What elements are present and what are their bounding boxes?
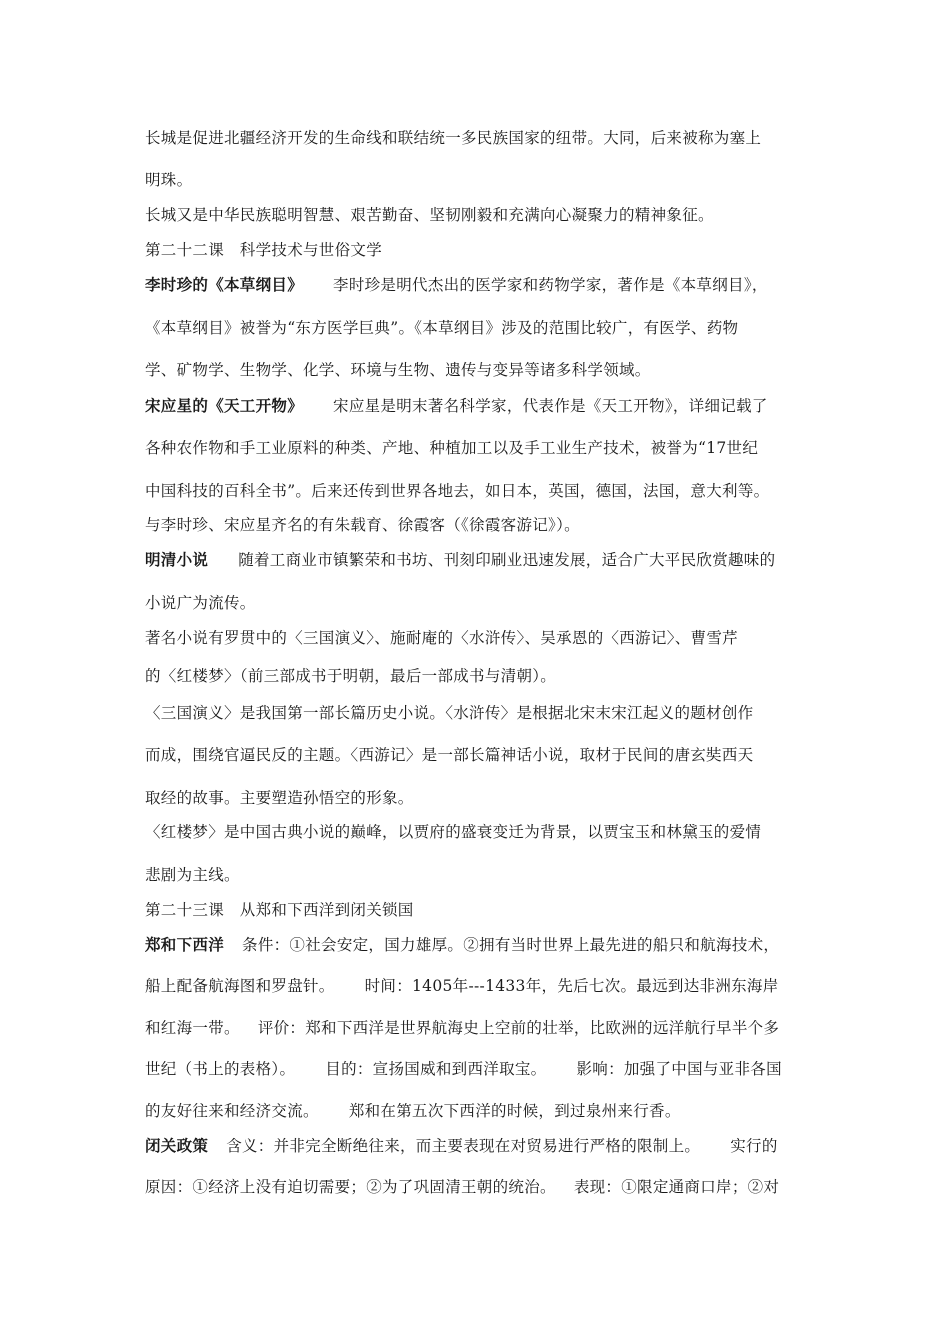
lesson-heading: 第二十二课 科学技术与世俗文学 bbox=[145, 241, 383, 259]
paragraph-line: 的〈红楼梦〉（前三部成书于明朝，最后一部成书与清朝）。 bbox=[145, 667, 557, 685]
topic-heading: 李时珍的《本草纲目》 bbox=[145, 276, 304, 294]
lesson-heading: 第二十三课 从郑和下西洋到闭关锁国 bbox=[145, 901, 414, 919]
topic-heading: 郑和下西洋 bbox=[145, 936, 225, 954]
paragraph-line: 各种农作物和手工业原料的种类、产地、种植加工以及手工业生产技术，被誉为“17世纪 bbox=[145, 439, 759, 457]
paragraph-line: 学、矿物学、生物学、化学、环境与生物、遗传与变异等诸多科学领域。 bbox=[145, 361, 651, 379]
paragraph-line: 取经的故事。主要塑造孙悟空的形象。 bbox=[145, 789, 414, 807]
paragraph-line: 李时珍的《本草纲目》 李时珍是明代杰出的医学家和药物学家，著作是《本草纲目》， bbox=[145, 276, 768, 294]
topic-heading: 宋应星的《天工开物》 bbox=[145, 397, 304, 415]
paragraph-line: 明清小说 随着工商业市镇繁荣和书坊、刊刻印刷业迅速发展，适合广大平民欣赏趣味的 bbox=[145, 551, 776, 569]
paragraph-line: 原因：①经济上没有迫切需要；②为了巩固清王朝的统治。 表现：①限定通商口岸；②对 bbox=[145, 1178, 780, 1196]
paragraph-line: 著名小说有罗贯中的〈三国演义〉、施耐庵的〈水浒传〉、吴承恩的〈西游记〉、曹雪芹 bbox=[145, 629, 738, 647]
paragraph-line: 小说广为流传。 bbox=[145, 594, 256, 612]
paragraph-line: 长城是促进北疆经济开发的生命线和联结统一多民族国家的纽带。大同，后来被称为塞上 bbox=[145, 129, 762, 147]
paragraph-line: 而成，围绕官逼民反的主题。〈西游记〉是一部长篇神话小说，取材于民间的唐玄奘西天 bbox=[145, 746, 754, 764]
paragraph-line: 和红海一带。 评价：郑和下西洋是世界航海史上空前的壮举，比欧洲的远洋航行早半个多 bbox=[145, 1019, 780, 1037]
paragraph-line: 的友好往来和经济交流。 郑和在第五次下西洋的时候，到过泉州来行香。 bbox=[145, 1102, 681, 1120]
paragraph-line: 与李时珍、宋应星齐名的有朱载育、徐霞客（《徐霞客游记》）。 bbox=[145, 516, 580, 534]
paragraph-line: 宋应星的《天工开物》 宋应星是明末著名科学家，代表作是《天工开物》，详细记载了 bbox=[145, 397, 768, 415]
paragraph-line: 闭关政策 含义：并非完全断绝往来，而主要表现在对贸易进行严格的限制上。 实行的 bbox=[145, 1137, 778, 1155]
paragraph-line: 中国科技的百科全书”。后来还传到世界各地去，如日本，英国，德国，法国，意大利等。 bbox=[145, 482, 770, 500]
paragraph-line: 《本草纲目》被誉为“东方医学巨典”。《本草纲目》涉及的范围比较广，有医学、药物 bbox=[145, 319, 739, 337]
paragraph-line: 船上配备航海图和罗盘针。 时间：1405年---1433年，先后七次。最远到达非洲东海岸 bbox=[145, 977, 779, 995]
topic-heading: 明清小说 bbox=[145, 551, 209, 569]
topic-heading: 闭关政策 bbox=[145, 1137, 209, 1155]
paragraph-line: 〈红楼梦〉是中国古典小说的巅峰，以贾府的盛衰变迁为背景，以贾宝玉和林黛玉的爱情 bbox=[145, 823, 762, 841]
paragraph-line: 郑和下西洋 条件：①社会安定，国力雄厚。②拥有当时世界上最先进的船只和航海技术， bbox=[145, 936, 780, 954]
paragraph-line: 悲剧为主线。 bbox=[145, 866, 240, 884]
paragraph-line: 明珠。 bbox=[145, 171, 193, 189]
paragraph-line: 世纪（书上的表格）。 目的：宣扬国威和到西洋取宝。 影响：加强了中国与亚非各国 bbox=[145, 1060, 782, 1078]
paragraph-line: 长城又是中华民族聪明智慧、艰苦勤奋、坚韧刚毅和充满向心凝聚力的精神象征。 bbox=[145, 206, 714, 224]
paragraph-line: 〈三国演义〉是我国第一部长篇历史小说。〈水浒传〉是根据北宋末宋江起义的题材创作 bbox=[145, 704, 754, 722]
